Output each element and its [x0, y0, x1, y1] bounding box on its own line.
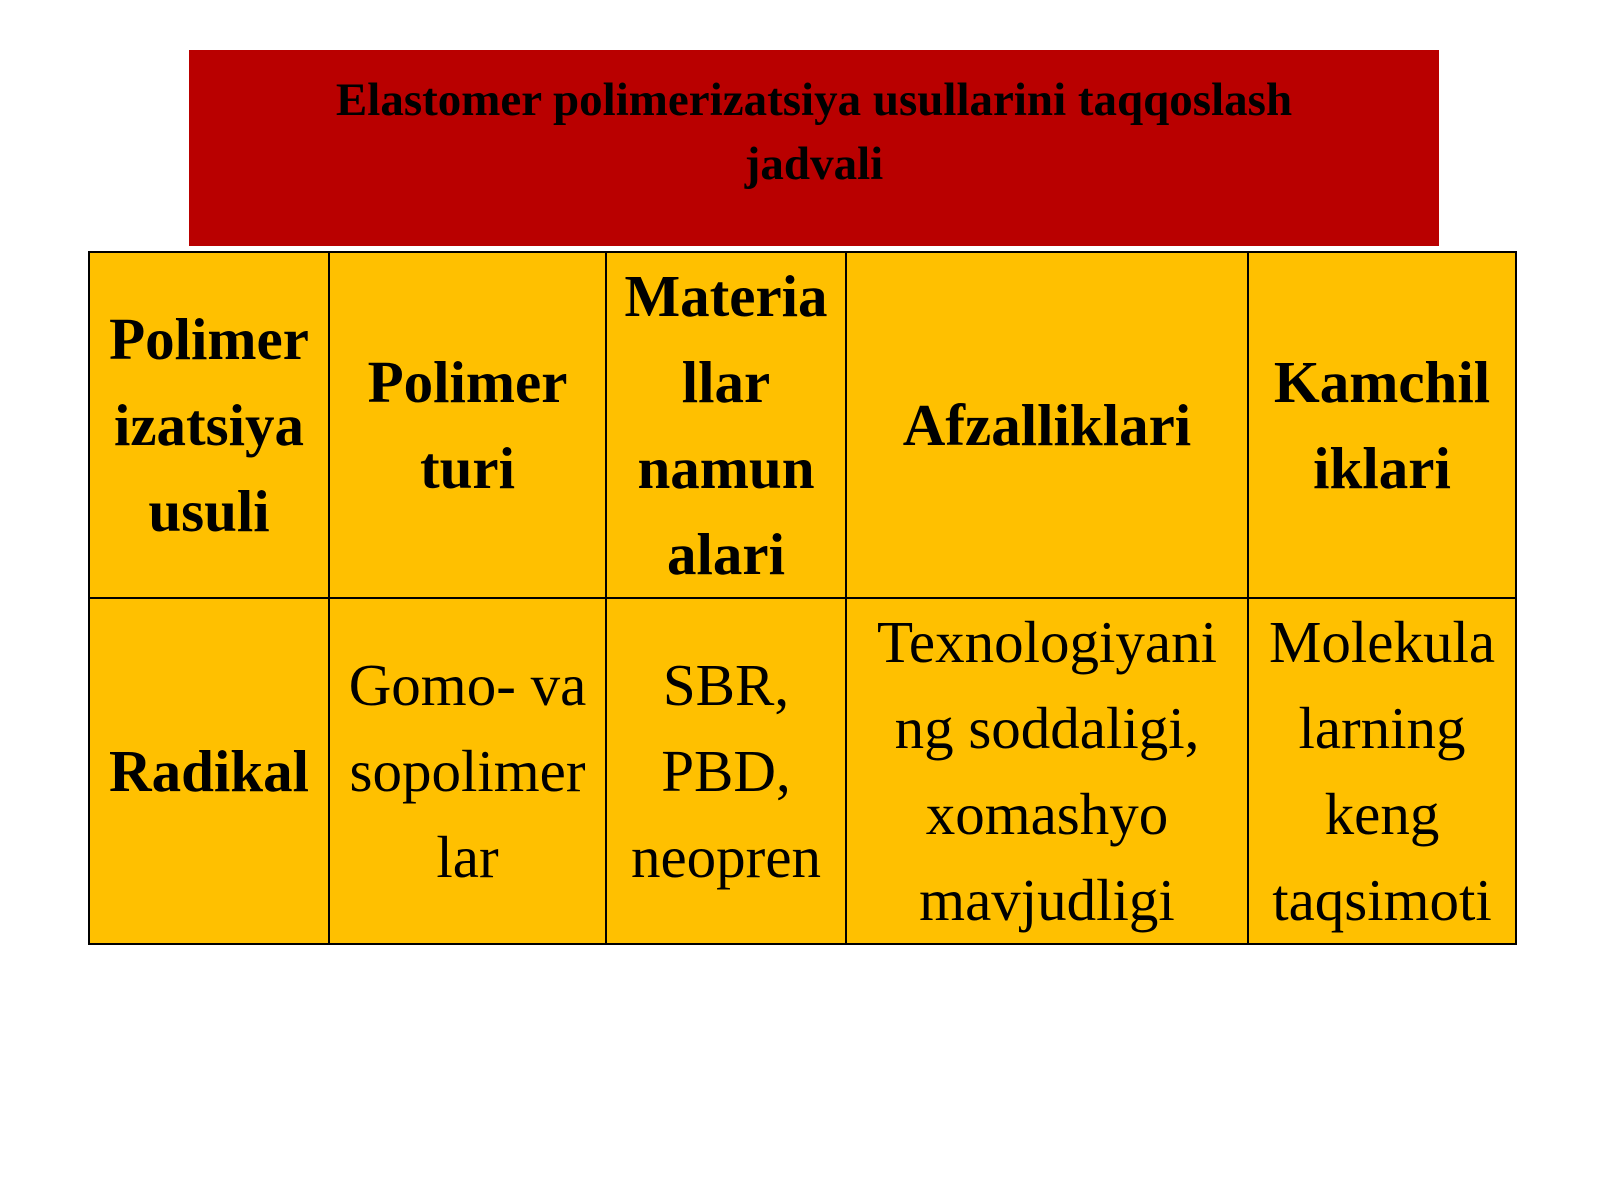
header-text: usuli — [148, 478, 270, 544]
header-text: Polimer — [367, 349, 568, 415]
title-banner — [189, 50, 1439, 246]
cell-text: Radikal — [108, 738, 310, 804]
comparison-table — [88, 251, 1517, 945]
header-cell-advantages — [846, 252, 1248, 598]
cell-text: keng — [1324, 781, 1440, 847]
header-cell-type — [329, 252, 606, 598]
cell-text: lar — [436, 824, 499, 890]
header-text: llar — [681, 349, 771, 415]
header-text: alari — [667, 521, 785, 587]
cell-text: neopren — [630, 824, 822, 890]
cell-disadvantages — [1248, 598, 1516, 944]
cell-text: Texnologiyani — [877, 609, 1217, 675]
cell-text: taqsimoti — [1272, 867, 1492, 933]
cell-text: sopolimer — [349, 738, 586, 804]
page-title-line-2: jadvali — [744, 138, 884, 190]
cell-text: SBR, — [662, 652, 790, 718]
header-text: iklari — [1313, 435, 1451, 501]
header-cell-disadvantages — [1248, 252, 1516, 598]
header-text: Polimer — [109, 306, 309, 372]
cell-text: Gomo- va — [348, 652, 587, 718]
header-text: Afzalliklari — [902, 392, 1192, 458]
cell-text: xomashyo — [925, 781, 1169, 847]
cell-text: mavjudligi — [919, 867, 1175, 933]
table-header-row — [89, 252, 1516, 598]
cell-text: larning — [1298, 695, 1466, 761]
page-title-line-1: Elastomer polimerizatsiya usullarini taqqoslash — [335, 74, 1293, 126]
header-cell-examples — [606, 252, 846, 598]
cell-method — [89, 598, 329, 944]
cell-type — [329, 598, 606, 944]
header-cell-method — [89, 252, 329, 598]
header-text: Materia — [624, 263, 828, 329]
header-text: izatsiya — [113, 392, 305, 458]
cell-advantages — [846, 598, 1248, 944]
table-row — [89, 598, 1516, 944]
cell-text: ng soddaligi, — [894, 695, 1200, 761]
cell-text: Molekula — [1268, 609, 1496, 675]
header-text: namun — [637, 435, 815, 501]
header-text: turi — [419, 435, 516, 501]
cell-text: PBD, — [661, 738, 791, 804]
cell-examples — [606, 598, 846, 944]
header-text: Kamchil — [1273, 349, 1491, 415]
